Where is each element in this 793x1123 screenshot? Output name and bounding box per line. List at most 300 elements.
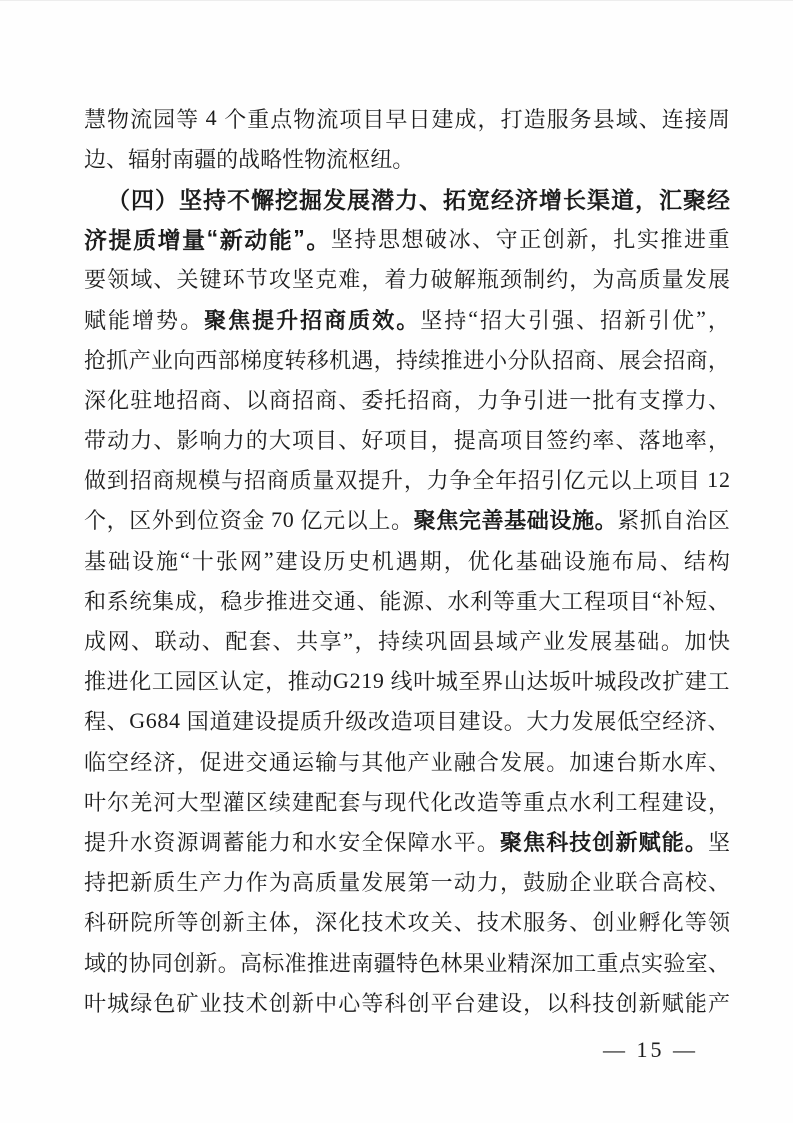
text-char: 推 [84, 669, 107, 695]
text-char: 为 [268, 870, 291, 896]
heading-text-char: 质 [133, 227, 157, 254]
text-char: 持 [354, 227, 377, 253]
text-char: 建 [431, 106, 454, 132]
text-char: 把 [107, 870, 130, 896]
text-char: 创 [542, 227, 565, 253]
text-line [84, 862, 730, 902]
heading-text-char: 汇 [659, 186, 682, 213]
text-char: 与 [338, 749, 361, 775]
text-char: 企 [569, 870, 592, 896]
text-char: 域 [130, 267, 153, 293]
text-char: 、 [106, 709, 129, 735]
text-char: 绿 [130, 990, 153, 1016]
text-char: 发 [361, 870, 384, 896]
text-char: 接 [684, 106, 707, 132]
text-char: 能 [684, 990, 707, 1016]
text-char: 提 [453, 428, 476, 454]
text-char: 区 [197, 669, 220, 695]
text-char: 县 [472, 629, 495, 655]
text-char: 力 [407, 267, 430, 293]
text-char: 协 [128, 950, 151, 976]
text-char: 、 [131, 629, 154, 655]
text-char: 守 [495, 227, 518, 253]
text-char: 服 [546, 106, 569, 132]
text-char: 羌 [130, 789, 153, 815]
text-char: 代 [407, 789, 430, 815]
text-char: ， [707, 789, 730, 815]
text-char: 重 [707, 227, 730, 253]
text-char: 蓄 [222, 829, 245, 855]
text-char: 稳 [220, 588, 243, 614]
text-char: 动 [107, 428, 130, 454]
text-char: 建 [275, 548, 298, 574]
text-char: 设 [132, 548, 155, 574]
text-line [84, 982, 730, 1022]
text-char: 流 [326, 146, 349, 172]
text-line [84, 460, 730, 500]
text-char: 势 [156, 307, 179, 333]
text-char: 、 [453, 910, 476, 936]
heading-text-char: 持 [203, 186, 226, 213]
text-char: 能 [379, 588, 402, 614]
text-char: 合 [638, 870, 661, 896]
text-char: ” [263, 547, 274, 573]
heading-text-char: 、 [419, 186, 442, 213]
text-char: 关 [176, 267, 199, 293]
text-char: 扎 [613, 227, 636, 253]
text-char: 商 [268, 387, 291, 413]
text-char: 梯 [239, 347, 262, 373]
text-char: 元 [323, 508, 346, 534]
text-char: 质 [315, 870, 338, 896]
text-char: 量 [661, 267, 684, 293]
text-char: 系 [106, 588, 129, 614]
text-char: 矿 [176, 990, 199, 1016]
text-char: 正 [519, 227, 542, 253]
text-char: 主 [245, 910, 268, 936]
text-char: ， [291, 910, 314, 936]
text-char: 建 [661, 789, 684, 815]
text-char: 国 [186, 709, 209, 735]
text-char: 7 [271, 506, 283, 532]
text-char: 。 [392, 146, 415, 172]
heading-text-char: 增 [157, 227, 181, 254]
strong-text-char: 。 [396, 307, 419, 333]
text-char: 础 [539, 548, 562, 574]
heading-text-char: 坚 [179, 186, 202, 213]
text-char: 域 [615, 106, 638, 132]
text-char: 。 [180, 307, 203, 333]
strong-text-char: 赋 [638, 829, 661, 855]
text-char: 界 [481, 669, 504, 695]
text-char: ， [453, 387, 476, 413]
text-char: 产 [199, 870, 222, 896]
text-char: 。 [503, 709, 526, 735]
text-char: 持 [84, 870, 107, 896]
text-char: 务 [546, 910, 569, 936]
text-char: 元 [586, 468, 609, 494]
text-char: 台 [615, 749, 638, 775]
text-char: G [333, 667, 349, 693]
text-char: 输 [315, 749, 338, 775]
text-char: ， [707, 307, 730, 333]
text-char: 、 [106, 146, 129, 172]
text-char: 高 [291, 870, 314, 896]
text-char: 进 [288, 588, 311, 614]
text-char: 力 [268, 829, 291, 855]
text-char: 力 [426, 468, 449, 494]
text-char: 点 [270, 106, 293, 132]
strong-text-char: 。 [684, 829, 707, 855]
text-char: 作 [245, 870, 268, 896]
text-char: 力 [222, 870, 245, 896]
text-char: 打 [500, 106, 523, 132]
text-char: 等 [499, 789, 522, 815]
text-char: 精 [507, 950, 530, 976]
text-char: 科 [84, 910, 107, 936]
text-char: “ [468, 306, 479, 332]
text-char: 2 [718, 466, 730, 492]
text-char: 平 [453, 829, 476, 855]
text-char: 工 [615, 789, 638, 815]
text-char: 流 [130, 106, 153, 132]
text-line [84, 219, 730, 259]
text-char: 攻 [407, 910, 430, 936]
text-char: 术 [384, 910, 407, 936]
text-char: 经 [662, 709, 685, 735]
text-char: 进 [329, 950, 352, 976]
text-char: 提 [84, 829, 107, 855]
text-char: 能 [108, 307, 131, 333]
text-char: 域 [495, 629, 518, 655]
text-char: ， [430, 428, 453, 454]
text-line [84, 339, 730, 379]
text-char: 地 [661, 428, 684, 454]
text-char: 和 [84, 588, 107, 614]
text-char: 定 [242, 669, 265, 695]
text-char: 运 [291, 749, 314, 775]
text-char: 创 [268, 990, 291, 1016]
text-char: 保 [384, 829, 407, 855]
document-body [84, 98, 730, 1022]
text-char: 引 [648, 307, 671, 333]
text-char: 度 [262, 347, 285, 373]
text-char: 集 [152, 588, 175, 614]
text-char: 等 [684, 910, 707, 936]
text-char: 个 [84, 508, 107, 534]
text-char: 研 [107, 910, 130, 936]
text-char: 质 [300, 709, 323, 735]
text-char: 享 [319, 629, 342, 655]
text-char: 招 [600, 307, 623, 333]
text-char: 签 [546, 428, 569, 454]
text-char: 技 [361, 910, 384, 936]
heading-text-char: 道 [611, 186, 634, 213]
text-char: ” [343, 627, 353, 653]
text-char: 目 [677, 468, 700, 494]
text-line [84, 98, 730, 138]
text-char: 力 [222, 428, 245, 454]
text-char: 目 [407, 428, 430, 454]
text-char: 深 [84, 387, 107, 413]
text-char: 设 [299, 548, 322, 574]
text-char: 展 [590, 629, 613, 655]
text-char: 基 [515, 548, 538, 574]
text-char: 深 [315, 910, 338, 936]
text-char: 水 [130, 829, 153, 855]
text-char: 斯 [638, 749, 661, 775]
text-line [84, 500, 730, 540]
heading-text-char: 能 [268, 227, 292, 254]
text-char: 到 [174, 508, 197, 534]
text-char: 套 [338, 789, 361, 815]
text-char: 他 [384, 749, 407, 775]
text-char: 项 [339, 106, 362, 132]
text-char: 引 [523, 387, 546, 413]
text-char: 励 [546, 870, 569, 896]
strong-text-char: 商 [324, 307, 347, 333]
text-char: 项 [499, 428, 522, 454]
heading-text-char: 拓 [443, 186, 466, 213]
text-char: 区 [245, 789, 268, 815]
strong-text-char: 善 [481, 508, 504, 534]
text-char: ， [523, 990, 546, 1016]
text-char: 商 [315, 387, 338, 413]
text-char: 展 [707, 267, 730, 293]
text-char: “ [180, 547, 190, 573]
text-char: 招 [551, 347, 574, 373]
text-char: 调 [199, 829, 222, 855]
text-line [84, 661, 730, 701]
text-char: 射 [150, 146, 173, 172]
text-char: 建 [476, 990, 499, 1016]
text-char: 亿 [563, 468, 586, 494]
text-char: 赋 [84, 307, 107, 333]
text-char: 做 [84, 468, 107, 494]
text-char: ， [176, 749, 199, 775]
text-char: 创 [173, 950, 196, 976]
text-char: 力 [549, 709, 572, 735]
text-char: 落 [638, 428, 661, 454]
text-char: 委 [361, 387, 384, 413]
text-char: 思 [377, 227, 400, 253]
text-char: 。 [476, 829, 499, 855]
text-char: 续 [401, 629, 424, 655]
text-char: 中 [315, 990, 338, 1016]
text-char: 业 [592, 870, 615, 896]
text-char: 关 [430, 910, 453, 936]
text-char: 产 [407, 749, 430, 775]
text-char: 配 [225, 629, 248, 655]
text-char [294, 507, 300, 533]
text-char: 、 [707, 950, 730, 976]
text-char: 道 [209, 709, 232, 735]
text-char: 实 [641, 950, 664, 976]
text-char: 空 [107, 749, 130, 775]
text-char: 项 [384, 428, 407, 454]
strong-text-char: 础 [526, 508, 549, 534]
text-char: 节 [245, 267, 268, 293]
heading-text-char: 济 [84, 227, 107, 254]
text-char: 治 [685, 508, 708, 534]
text-char: 低 [616, 709, 639, 735]
strong-text-char: 施 [571, 508, 594, 534]
heading-text-char: ， [635, 186, 658, 213]
text-char: 发 [571, 709, 594, 735]
text-char: 技 [222, 990, 245, 1016]
text-char: 、 [272, 629, 295, 655]
text-char: 辐 [128, 146, 151, 172]
text-char: 2 [349, 667, 361, 693]
text-char: 发 [684, 267, 707, 293]
text-char: 体 [268, 910, 291, 936]
text-char: 物 [304, 146, 327, 172]
text-char: 成 [454, 106, 477, 132]
text-char: 增 [132, 307, 155, 333]
heading-text-char: 挖 [275, 186, 298, 213]
text-char: 项 [606, 588, 629, 614]
text-char: 创 [592, 910, 615, 936]
text-char: ， [354, 629, 377, 655]
text-char: 园 [153, 106, 176, 132]
text-char: 到 [106, 468, 129, 494]
text-char: 区 [707, 508, 730, 534]
text-char: 高 [661, 870, 684, 896]
text-char: 空 [639, 709, 662, 735]
text-char: 项 [413, 709, 436, 735]
text-char: 大 [538, 588, 561, 614]
text-char: 力 [476, 387, 499, 413]
text-char: 进 [546, 387, 569, 413]
text-char: 招 [480, 307, 503, 333]
text-char: 局 [635, 548, 658, 574]
text-char: 交 [245, 749, 268, 775]
text-char: 。 [390, 508, 413, 534]
text-char: 、 [576, 307, 599, 333]
text-char: 好 [361, 428, 384, 454]
text-char: 历 [323, 548, 346, 574]
text-char: 和 [291, 829, 314, 855]
text-char: 网 [239, 548, 262, 574]
text-char: 叶 [571, 669, 594, 695]
text-char: 1 [361, 667, 373, 693]
text-char: 网 [107, 629, 130, 655]
text-line [84, 259, 730, 299]
text-char: 水 [447, 588, 470, 614]
text-char: 量 [338, 870, 361, 896]
text-char: 。 [660, 629, 683, 655]
text-char: 基 [613, 629, 636, 655]
strong-text-char: 。 [594, 508, 617, 534]
text-char: 结 [683, 548, 706, 574]
text-char: 、 [153, 428, 176, 454]
text-char: 改 [453, 789, 476, 815]
text-char: 质 [153, 870, 176, 896]
text-char: 改 [639, 669, 662, 695]
text-char: 设 [254, 709, 277, 735]
text-char: 、 [707, 387, 730, 413]
text-char: 安 [338, 829, 361, 855]
text-char [701, 467, 707, 493]
text-char: 产 [128, 347, 151, 373]
text-char: 约 [546, 267, 569, 293]
text-char: 撑 [661, 387, 684, 413]
text-char: 、 [707, 749, 730, 775]
text-char: 线 [390, 669, 413, 695]
text-char: 动 [178, 629, 201, 655]
text-char: 优 [672, 307, 695, 333]
text-char: 成 [174, 588, 197, 614]
text-char: 战 [238, 146, 261, 172]
text-char: 西 [195, 347, 218, 373]
text-char: 分 [507, 347, 530, 373]
text-char: 化 [338, 910, 361, 936]
text-char: 招 [407, 387, 430, 413]
text-char: 移 [306, 347, 329, 373]
text-char: 础 [637, 629, 660, 655]
text-char: 以 [546, 990, 569, 1016]
text-char: 化 [661, 910, 684, 936]
text-char: 性 [282, 146, 305, 172]
text-char: 工 [574, 950, 597, 976]
text-char: ， [265, 669, 288, 695]
text-char: 县 [592, 106, 615, 132]
text-char: 业 [430, 749, 453, 775]
text-char: 能 [245, 829, 268, 855]
text-char: 叶 [84, 990, 107, 1016]
text-char: 。 [546, 749, 569, 775]
text-char: ， [403, 468, 426, 494]
text-char: 化 [129, 669, 152, 695]
text-char: 建 [684, 669, 707, 695]
text-char: 孵 [638, 910, 661, 936]
text-char: 南 [172, 146, 195, 172]
text-char: 商 [152, 468, 175, 494]
text-char: 商 [685, 347, 708, 373]
text-char: 特 [395, 950, 418, 976]
text-char: 创 [199, 910, 222, 936]
text-char: 资 [219, 508, 242, 534]
text-char: 业 [485, 950, 508, 976]
text-char: 全 [361, 829, 384, 855]
text-char: 为 [592, 267, 615, 293]
text-char: 叶 [84, 789, 107, 815]
strong-text-char: 焦 [228, 307, 251, 333]
text-char: 亿 [300, 508, 323, 534]
text-char: 进 [106, 669, 129, 695]
text-line [84, 781, 730, 821]
text-char: 早 [385, 106, 408, 132]
text-char: 推 [265, 588, 288, 614]
text-char: 部 [217, 347, 240, 373]
text-line [84, 178, 730, 218]
text-char: 联 [154, 629, 177, 655]
text-char: 设 [481, 709, 504, 735]
text-char: 全 [472, 468, 495, 494]
text-char: 领 [107, 267, 130, 293]
text-char: 产 [707, 990, 730, 1016]
text-char: 其 [361, 749, 384, 775]
text-char: 术 [245, 990, 268, 1016]
text-char: 物 [107, 106, 130, 132]
text-char: 史 [347, 548, 370, 574]
text-char: 坂 [549, 669, 572, 695]
text-char: 区 [129, 508, 152, 534]
text-char: 等 [176, 910, 199, 936]
text-char: 0 [282, 506, 294, 532]
text-char: 通 [333, 588, 356, 614]
page-number: — 15 — [603, 1037, 698, 1062]
